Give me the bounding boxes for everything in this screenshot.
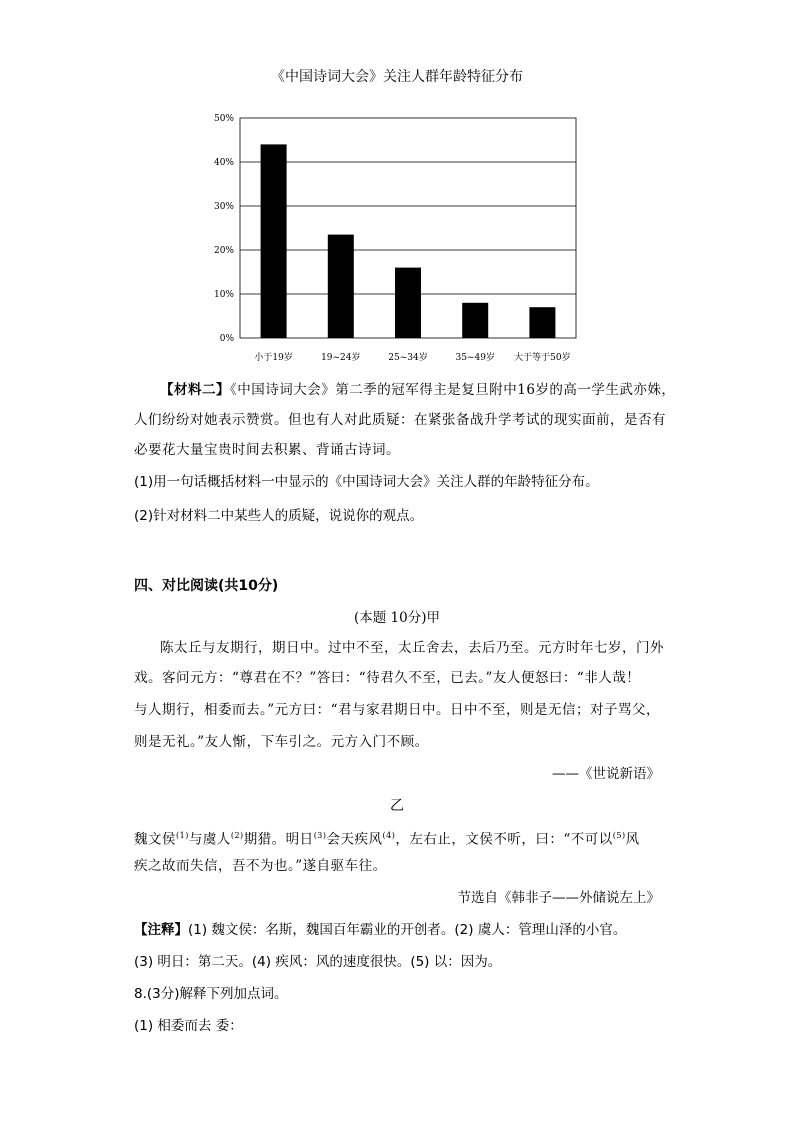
x-tick-label: 小于19岁 [254,353,293,363]
note-line-1: 【注释】(1) 魏文侯：名斯，魏国百年霸业的开创者。(2) 虞人：管理山泽的小官。 [134,922,627,938]
note-label: 【注释】 [134,922,188,938]
question-2: (2)针对材料二中某些人的质疑，说说你的观点。 [134,508,424,524]
yi-source: 节选自《韩非子——外储说左上》 [457,890,660,906]
y-tick-label: 40% [213,158,234,168]
chart-title: 《中国诗词大会》关注人群年龄特征分布 [271,69,523,85]
jia-source: ——《世说新语》 [552,766,660,782]
x-tick-label: 35~49岁 [455,353,495,363]
yi-line-2: 疾之故而失信，吾不为也。”遂自驱车往。 [134,858,387,874]
y-tick-label: 50% [213,114,234,124]
x-tick-label: 19~24岁 [321,353,361,363]
y-tick-label: 10% [213,290,234,300]
bar [328,235,354,338]
x-tick-label: 大于等于50岁 [514,353,571,363]
material2-label: 【材料二】 [160,382,230,398]
material2-line3: 必要花大量宝贵时间去积累、背诵古诗词。 [134,442,400,458]
bar [529,307,555,338]
passage-jia-title: (本题 10分)甲 [353,610,440,626]
question-8-1: (1) 相委而去 委： [134,1018,243,1034]
jia-line-2: 戏。客问元方：“尊君在不？”答曰：“待君久不至，已去。”友人便怒曰：“非人哉！ [134,670,641,686]
jia-line-1: 陈太丘与友期行，期日中。过中不至，太丘舍去，去后乃至。元方时年七岁，门外 [160,640,664,656]
x-tick-label: 25~34岁 [388,353,428,363]
question-1: (1)用一句话概括材料一中显示的《中国诗词大会》关注人群的年龄特征分布。 [134,474,599,490]
jia-line-4: 则是无礼。”友人惭，下车引之。元方入门不顾。 [134,734,429,750]
y-tick-label: 0% [219,334,234,344]
yi-line-1: 魏文侯$^{(1)}$与虞人$^{(2)}$期猎。明日$^{(3)}$会天疾风$^{(4)}$，左右止，文侯不听，曰：“不可以$^{(5)}$风 [134,831,640,848]
section-heading: 四、对比阅读(共10分) [134,578,279,594]
passage-yi-title: 乙 [390,798,404,814]
question-8: 8.(3分)解释下列加点词。 [134,986,288,1002]
y-tick-label: 20% [213,246,234,256]
bar [261,144,287,338]
bar-chart [200,110,600,370]
bar [462,303,488,338]
jia-line-3: 与人期行，相委而去。”元方曰：“君与家君期日中。日中不至，则是无信；对子骂父， [134,702,661,718]
material2-line1: 【材料二】《中国诗词大会》第二季的冠军得主是复旦附中16岁的高一学生武亦姝， [160,382,676,398]
material2-line2: 人们纷纷对她表示赞赏。但也有人对此质疑：在紧张备战升学考试的现实面前，是否有 [134,412,666,428]
y-tick-label: 30% [213,202,234,212]
note-line-2: (3) 明日：第二天。(4) 疾风：风的速度很快。(5) 以：因为。 [134,954,502,970]
bar [395,268,421,338]
